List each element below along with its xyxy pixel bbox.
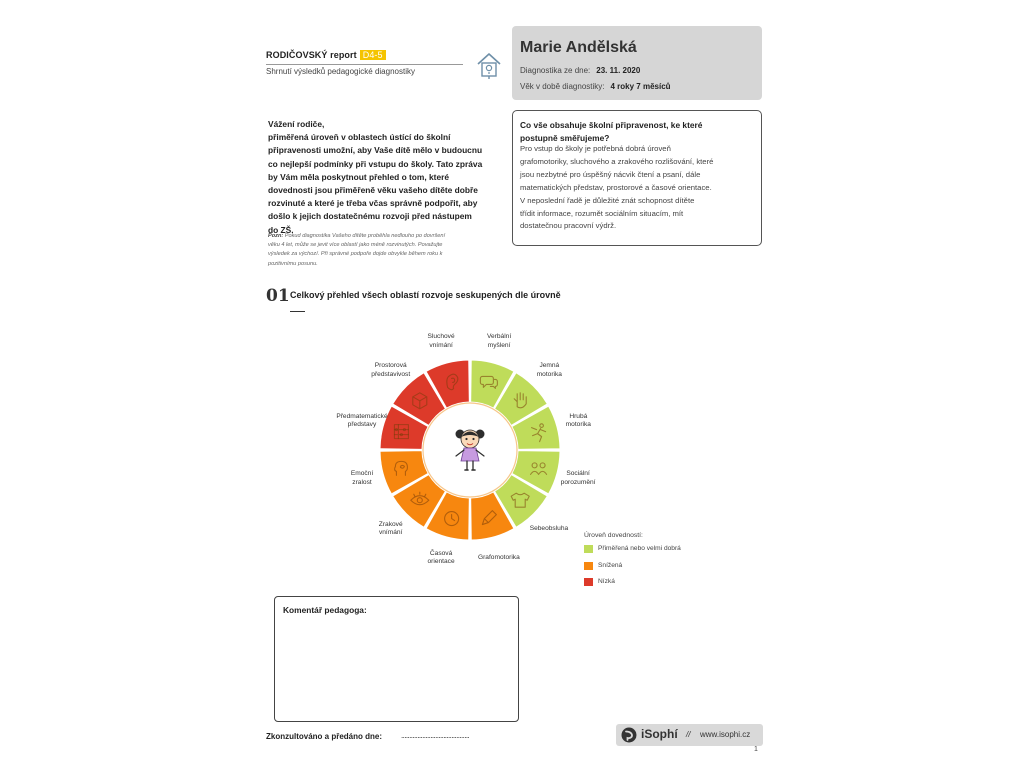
isophi-logo-icon	[621, 727, 637, 743]
diagnosis-date-label: Diagnostika ze dne:	[520, 66, 591, 75]
wheel-label-line: Verbální	[486, 333, 512, 341]
info-question-line: Co vše obsahuje školní připravenost, ke které	[520, 120, 703, 130]
age-group-badge: D4-5	[360, 50, 386, 60]
wheel-label-line: Sebeobsluha	[529, 525, 569, 533]
info-line: dostatečnou pracovní výdrž.	[520, 221, 617, 231]
info-line: matematických představ, prostorové a časové orientace.	[520, 182, 712, 192]
intro-line: došlo k jejich dostatečnému rozvoji před nástupem	[268, 211, 472, 222]
intro-line: připravenosti umožní, aby Vaše dítě mělo v budoucnu	[268, 145, 483, 156]
wheel-segment-label	[530, 525, 569, 533]
isophi-url-link[interactable]: www.isophi.cz	[700, 730, 751, 739]
legend-title: Úroveň dovedností:	[584, 532, 643, 539]
legend-label: Snížená	[598, 562, 623, 569]
info-question	[520, 119, 750, 144]
diagnosis-age-label: Věk v době diagnostiky:	[520, 82, 605, 91]
note-line: věku 4 let, může se jevit více oblastí jako méně rozvinutých. Považujte	[268, 242, 443, 249]
wheel-label-line: Emoční	[350, 470, 374, 478]
wheel-segment-label	[428, 550, 455, 567]
report-title	[266, 50, 386, 60]
wheel-segment-label	[561, 470, 596, 487]
parent-intro-text	[268, 118, 504, 237]
wheel-segment-label	[371, 362, 410, 379]
wheel-segment-label	[336, 413, 387, 430]
legend-swatch-green	[584, 545, 593, 553]
intro-line: Vážení rodiče,	[268, 119, 325, 129]
wheel-label-line: orientace	[427, 558, 455, 566]
report-title-text: RODIČOVSKÝ report	[266, 50, 357, 60]
wheel-segment-label	[428, 333, 455, 350]
isophi-logo-text: iSophí	[641, 727, 678, 741]
wheel-segment-label	[379, 521, 403, 538]
section-title: Celkový přehled všech oblastí rozvoje seskupených dle úrovně	[290, 290, 561, 300]
section-title-underline	[290, 311, 305, 312]
consulted-date-field: ..........................................	[401, 731, 470, 740]
legend-swatch-orange	[584, 562, 593, 570]
wheel-label-line: Prostorová	[374, 362, 407, 370]
wheel-label-line: Jemná	[539, 362, 560, 370]
intro-line: dovednosti jsou přiměřeně věku vašeho dítěte dobře	[268, 185, 478, 196]
section-number: 01	[266, 286, 290, 306]
wheel-label-line: Hrubá	[569, 412, 588, 420]
wheel-label-line: představivost	[371, 370, 411, 378]
wheel-label-line: zralost	[352, 478, 372, 486]
diagnosis-age-value: 4 roky 7 měsíců	[610, 82, 671, 91]
intro-line: přiměřená úroveň v oblastech ústící do školní	[268, 132, 451, 143]
wheel-segment-label	[487, 333, 511, 350]
wheel-label-line: Sluchové	[427, 333, 455, 341]
wheel-segment-label	[537, 362, 562, 379]
intro-line: rozvinuté a které je třeba včas správně podpořit, aby	[268, 198, 478, 209]
page-number: 1	[754, 746, 758, 753]
note-line: výsledek za výchozí. Při správné podpoře dojde obvykle během roku k	[268, 251, 443, 258]
intro-line: do ZŠ.	[268, 224, 294, 235]
note-line: Pokud diagnostika Vašeho dítěte proběhla nedlouho po dovršení	[283, 233, 446, 239]
birdhouse-icon	[474, 51, 504, 79]
intro-line: co nejlepší podmínky při vstupu do školy. Tato zpráva	[268, 158, 483, 169]
info-line: třídit informace, rozumět sociálním situacím, mít	[520, 208, 684, 218]
wheel-label-line: motorika	[536, 370, 562, 378]
info-line: grafomotoriky, sluchového a zrakového rozlišování, které	[520, 156, 714, 166]
wheel-label-line: Předmatematické	[336, 412, 388, 420]
legend-label: Nízká	[598, 578, 615, 585]
wheel-segment-label	[478, 554, 520, 562]
note-line: pozitivnímu posunu.	[268, 260, 318, 267]
legend-swatch-red	[584, 578, 593, 586]
wheel-label-line: vnímání	[429, 341, 453, 349]
diagnosis-age-row	[520, 82, 671, 91]
wheel-label-line: Zrakové	[378, 520, 403, 528]
info-question-line: postupně směřujeme?	[520, 132, 610, 143]
info-line: Pro vstup do školy je potřebná dobrá úroveň	[520, 144, 671, 153]
child-name: Marie Andělská	[520, 39, 637, 56]
info-line: jsou nezbytné pro úspěšný nácvik čtení a psaní, dále	[520, 169, 701, 179]
wheel-label-line: Sociální	[566, 470, 590, 478]
footer-separator: //	[686, 730, 691, 739]
diagnosis-date-value: 23. 11. 2020	[596, 66, 641, 75]
note-label: Pozn:	[268, 233, 284, 239]
wheel-label-line: představy	[347, 420, 377, 428]
legend-label: Přiměřená nebo velmi dobrá	[598, 545, 681, 552]
diagnosis-date-row	[520, 66, 640, 75]
info-body	[520, 143, 760, 233]
wheel-label-line: Časová	[429, 549, 453, 557]
wheel-label-line: Grafomotorika	[477, 554, 520, 562]
report-subtitle: Shrnutí výsledků pedagogické diagnostiky	[266, 67, 415, 76]
header-divider	[266, 64, 463, 65]
info-line: V neposlední řadě je důležité znát schopnost dítěte	[520, 195, 695, 205]
wheel-label-line: myšlení	[487, 341, 511, 349]
consulted-date-label: Zkonzultováno a předáno dne:	[266, 732, 383, 741]
wheel-label-line: motorika	[565, 420, 591, 428]
intro-line: by Vám měla poskytnout přehled o tom, které	[268, 171, 450, 182]
wheel-segment-label	[351, 470, 373, 487]
intro-note	[268, 232, 504, 269]
wheel-segment-label	[566, 413, 591, 430]
wheel-label-line: vnímání	[378, 529, 403, 537]
wheel-label-line: porozumění	[560, 478, 596, 486]
teacher-comment-label: Komentář pedagoga:	[283, 605, 367, 615]
